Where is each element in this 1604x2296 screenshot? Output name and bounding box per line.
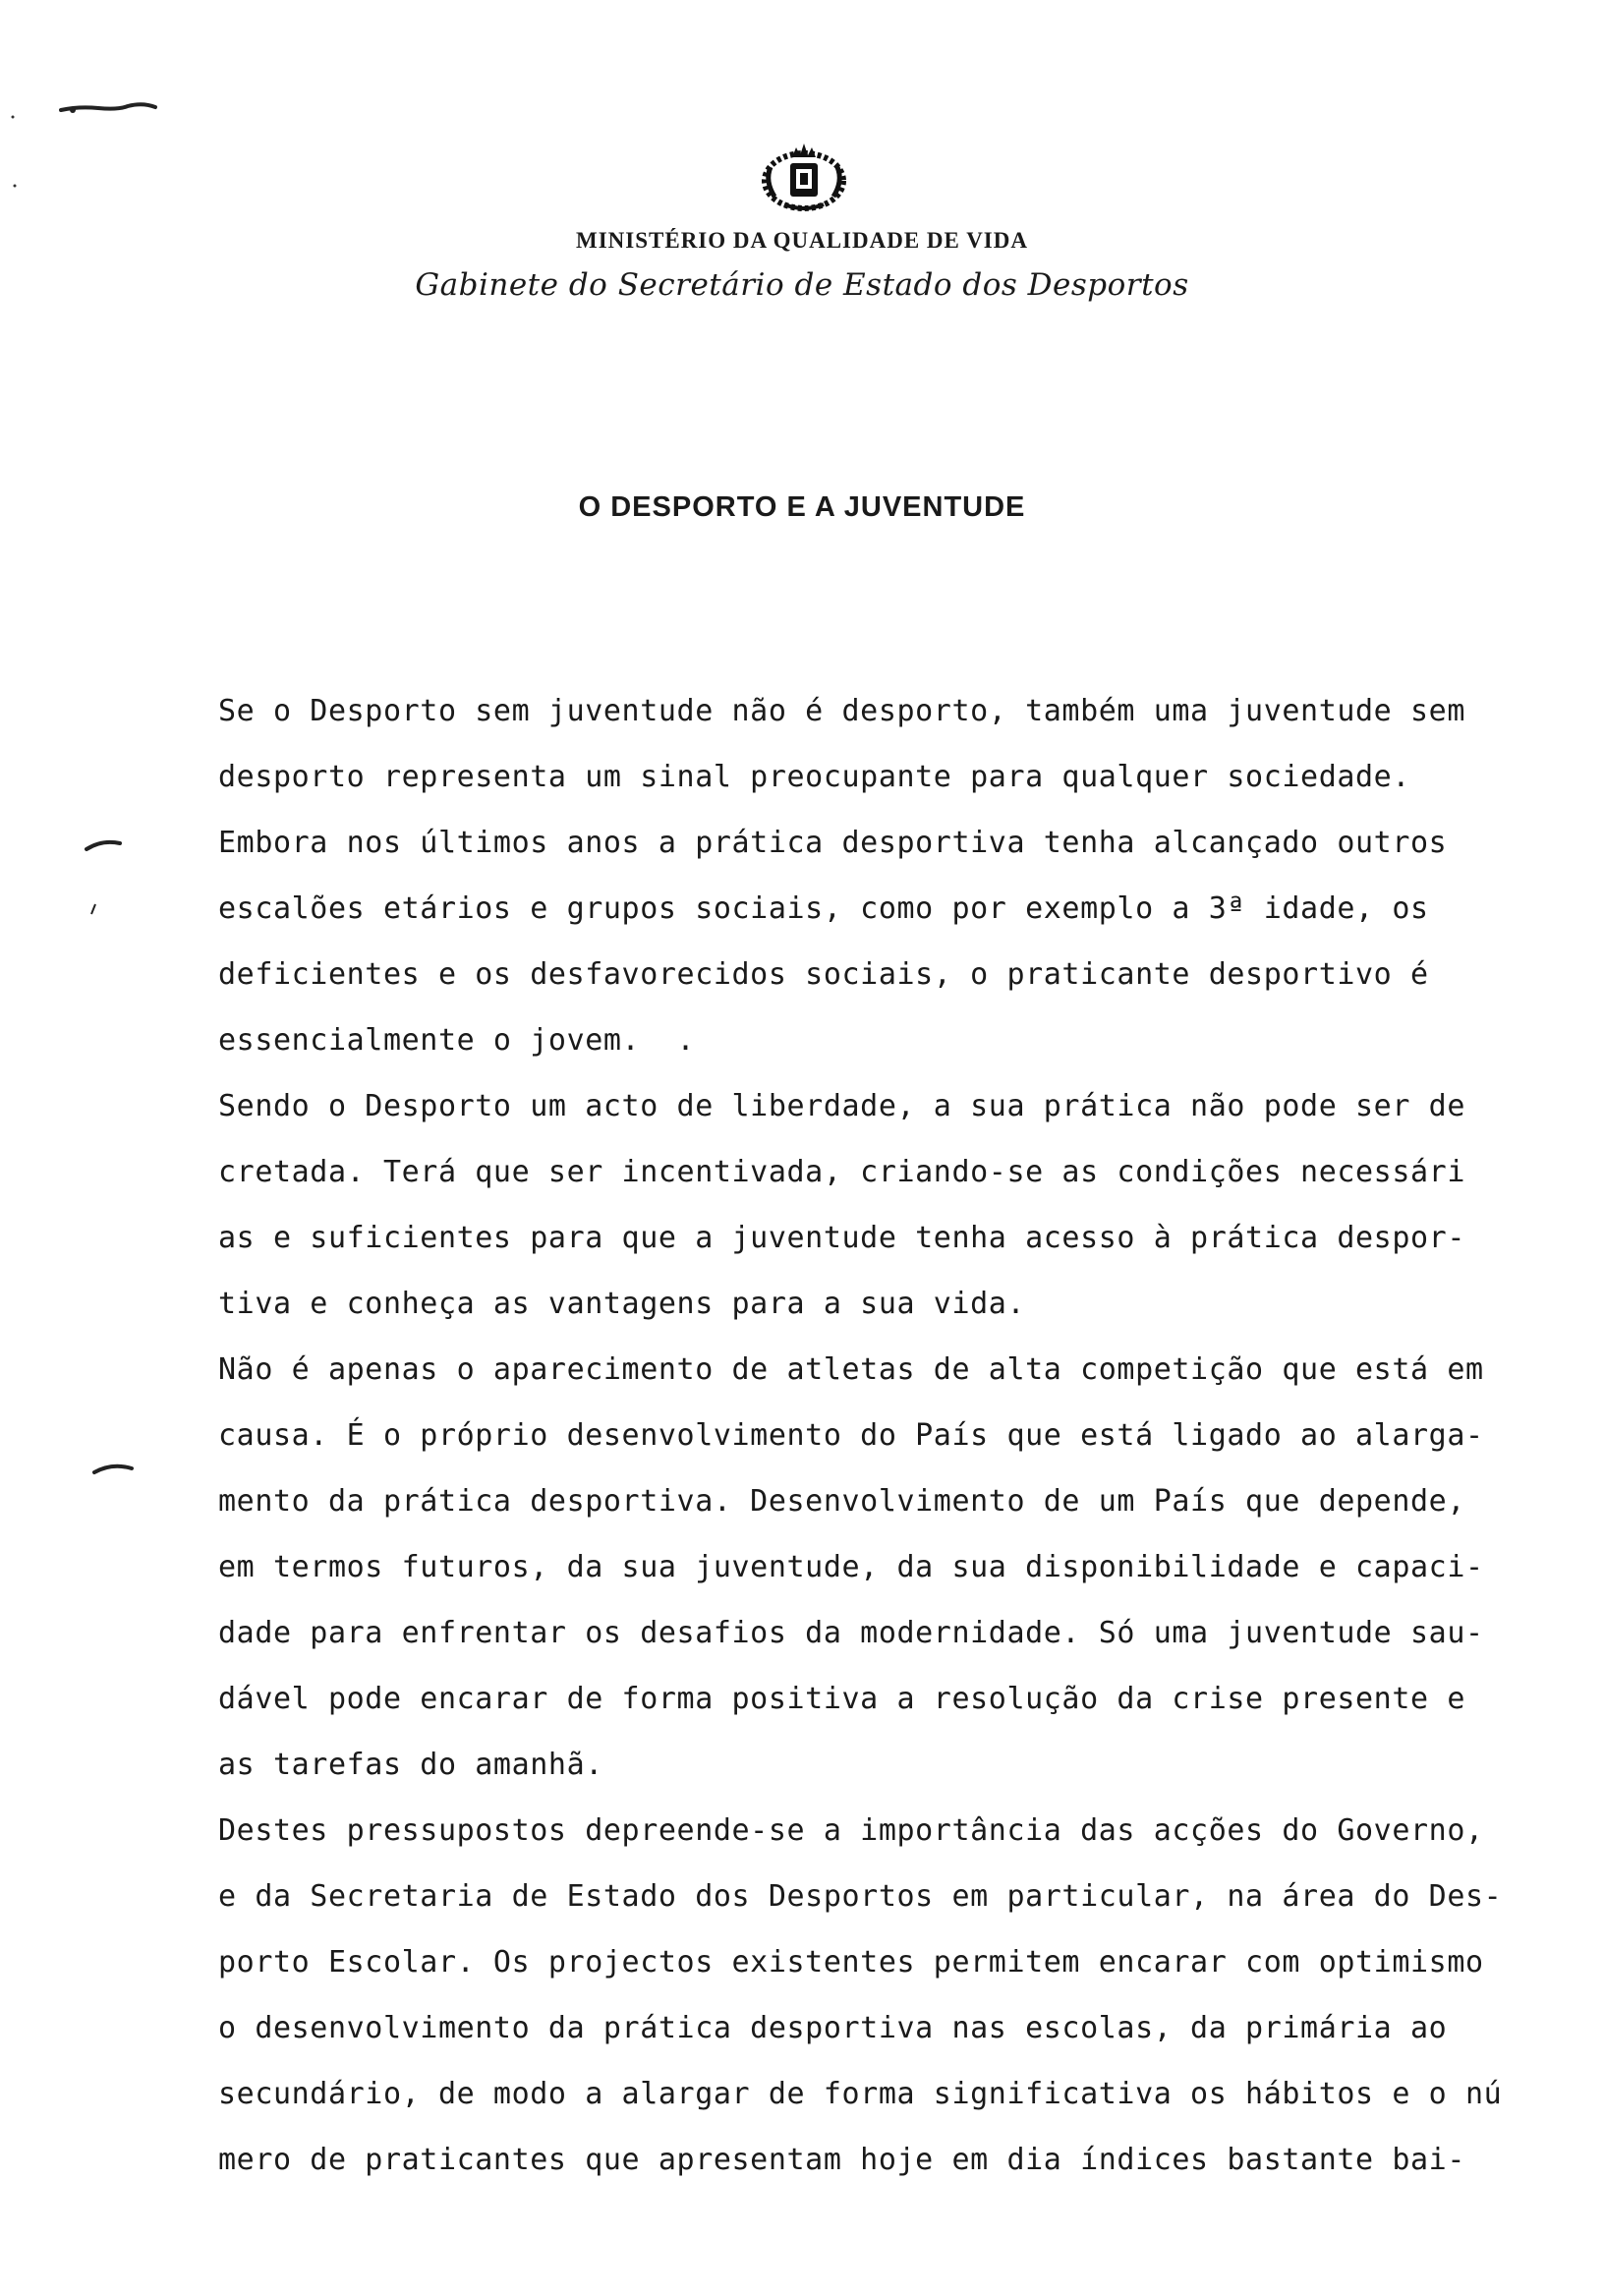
body-line: Sendo o Desporto um acto de liberdade, a sua prática não pode ser de [218,1089,1465,1123]
body-line: porto Escolar. Os projectos existentes permitem encarar com optimismo [218,1945,1484,1980]
body-line: dade para enfrentar os desafios da modernidade. Só uma juventude sau- [218,1616,1484,1650]
body-line: escalões etários e grupos sociais, como por exemplo a 3ª idade, os [218,891,1429,926]
body-line: dável pode encarar de forma positiva a resolução da crise presente e [218,1682,1465,1716]
body-line: Destes pressupostos depreende-se a importância das acções do Governo, [218,1813,1484,1848]
coat-of-arms-icon [757,134,851,214]
body-line: secundário, de modo a alargar de forma significativa os hábitos e o nú [218,2077,1503,2111]
body-line: Não é apenas o aparecimento de atletas de alta competição que está em [218,1352,1484,1387]
scan-dot [10,114,16,120]
body-line: as tarefas do amanhã. [218,1748,603,1782]
body-line: essencialmente o jovem. . [218,1023,696,1058]
body-line: causa. É o próprio desenvolvimento do País que está ligado ao alarga- [218,1418,1484,1453]
scan-mark [59,98,167,118]
scan-mark [85,837,124,853]
body-line: em termos futuros, da sua juventude, da sua disponibilidade e capaci- [218,1550,1484,1584]
ministry-name: MINISTÉRIO DA QUALIDADE DE VIDA [576,228,1028,253]
body-line: deficientes e os desfavorecidos sociais, o praticante desportivo é [218,957,1429,992]
body-line: Embora nos últimos anos a prática desportiva tenha alcançado outros [218,826,1448,860]
document-title: O DESPORTO E A JUVENTUDE [578,491,1026,523]
document-body [218,678,1555,2193]
body-line: mero de praticantes que apresentam hoje em dia índices bastante bai- [218,2143,1465,2177]
scan-dot [88,902,98,916]
body-line: e da Secretaria de Estado dos Desportos em particular, na área do Des- [218,1879,1503,1914]
body-line: tiva e conheça as vantagens para a sua vida. [218,1287,1026,1321]
cabinet-name: Gabinete do Secretário de Estado dos Desportos [415,267,1189,303]
scan-mark [92,1461,136,1476]
body-line: desporto representa um sinal preocupante para qualquer sociedade. [218,760,1410,794]
body-line: Se o Desporto sem juventude não é desporto, também uma juventude sem [218,694,1465,728]
body-line: as e suficientes para que a juventude tenha acesso à prática despor- [218,1221,1465,1255]
body-line: o desenvolvimento da prática desportiva nas escolas, da primária ao [218,2011,1448,2045]
body-line: cretada. Terá que ser incentivada, criando-se as condições necessári [218,1155,1465,1189]
scan-dot [12,183,18,189]
body-line: mento da prática desportiva. Desenvolvimento de um País que depende, [218,1484,1465,1519]
